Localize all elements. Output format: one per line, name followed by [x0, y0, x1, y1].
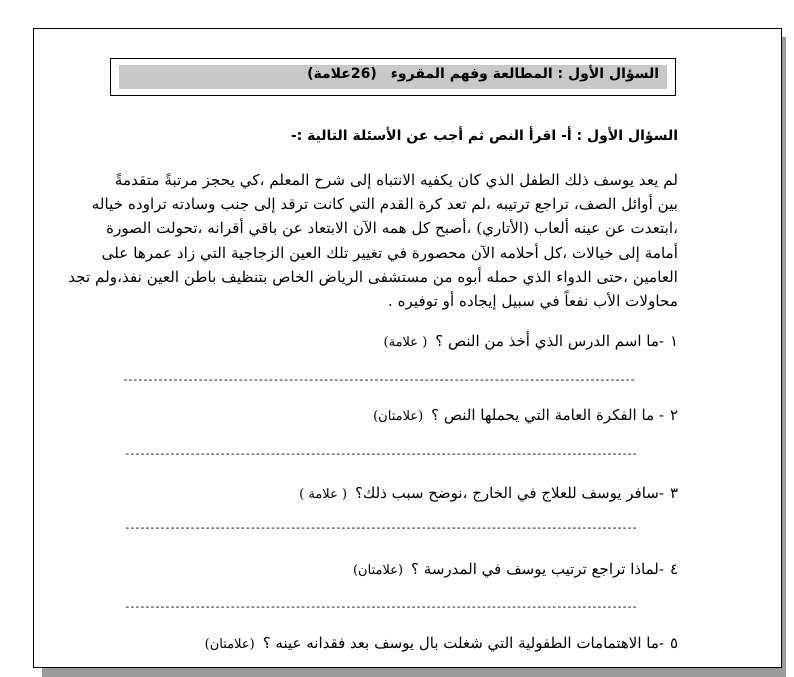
question-text: -سافر يوسف للعلاج في الخارج ،نوضح سبب ذلك؟	[355, 484, 664, 502]
passage-line: العامين ،حتى الدواء الذي حمله أبوه من مستشفى الرياض الخاص بتنظيف باطن العين نفذ،ولم تجد	[68, 267, 678, 286]
passage-line: ،ابتعدت عن عينه ألعاب (الأتاري) ،أصبح كل همه الآن الابتعاد عن باقي أقرانه ،تحولت الصورة	[106, 219, 678, 238]
question-text: -ما الاهتمامات الطفولية التي شغلت بال يوسف بعد فقدانه عينه ؟	[262, 634, 664, 652]
question-number: ٢	[669, 406, 678, 424]
question-marks: (علامتان)	[204, 637, 255, 652]
answer-line[interactable]: ------------------------------------------------------------------------------------------------------	[124, 448, 637, 460]
passage-line: لم يعد يوسف ذلك الطفل الذي كان يكفيه الانتباه إلى شرح المعلم ،كي يحجز مرتبةً متقدمةً	[114, 171, 678, 189]
question-marks: ( علامة )	[299, 487, 348, 502]
question-number: ٤	[669, 560, 678, 578]
question-number: ٣	[669, 484, 678, 502]
question-text: -ما اسم الدرس الذي أخذ من النص ؟	[435, 332, 664, 350]
question-marks: (علامتان)	[352, 563, 404, 578]
section-title	[307, 66, 659, 82]
answer-line[interactable]: ------------------------------------------------------------------------------------------------------	[124, 522, 637, 534]
question-3	[299, 484, 678, 502]
question-number: ٥	[669, 634, 678, 652]
answer-line[interactable]: ------------------------------------------------------------------------------------------------------	[122, 374, 635, 386]
instruction-heading: السؤال الأول : أ- اقرأ النص ثم أجب عن الأسئلة التالية :-	[290, 128, 678, 144]
question-5	[205, 634, 678, 652]
question-marks: ( علامة)	[383, 335, 428, 350]
question-1	[384, 332, 678, 350]
passage-line: محاولات الأب نفعاً في سبيل إيجاده أو توفيره .	[387, 292, 678, 311]
reading-passage	[68, 168, 678, 313]
question-text: - ما الفكرة العامة التي يحملها النص ؟	[431, 406, 664, 424]
question-2	[373, 406, 678, 424]
question-4	[353, 560, 678, 578]
question-marks: (علامتان)	[373, 409, 424, 424]
passage-line: أمامة إلى خيالات ،كل أحلامه الآن محصورة في تغيير تلك العين الزجاجية التي زاد عمرها على	[101, 243, 678, 262]
passage-line: بين أوائل الصف، تراجع ترتيبه ،لم تعد كرة القدم التي كانت ترقد إلى جنب وسادته تراوده خياله	[91, 195, 678, 214]
section-header-box	[110, 58, 676, 96]
answer-line[interactable]: ------------------------------------------------------------------------------------------------------	[124, 601, 637, 613]
question-number: ١	[669, 332, 678, 350]
section-title-text: السؤال الأول : المطالعة وفهم المقروء	[390, 66, 659, 82]
question-text: -لماذا تراجع ترتيب يوسف في المدرسة ؟	[411, 560, 664, 578]
section-marks: (26علامة)	[307, 66, 377, 82]
